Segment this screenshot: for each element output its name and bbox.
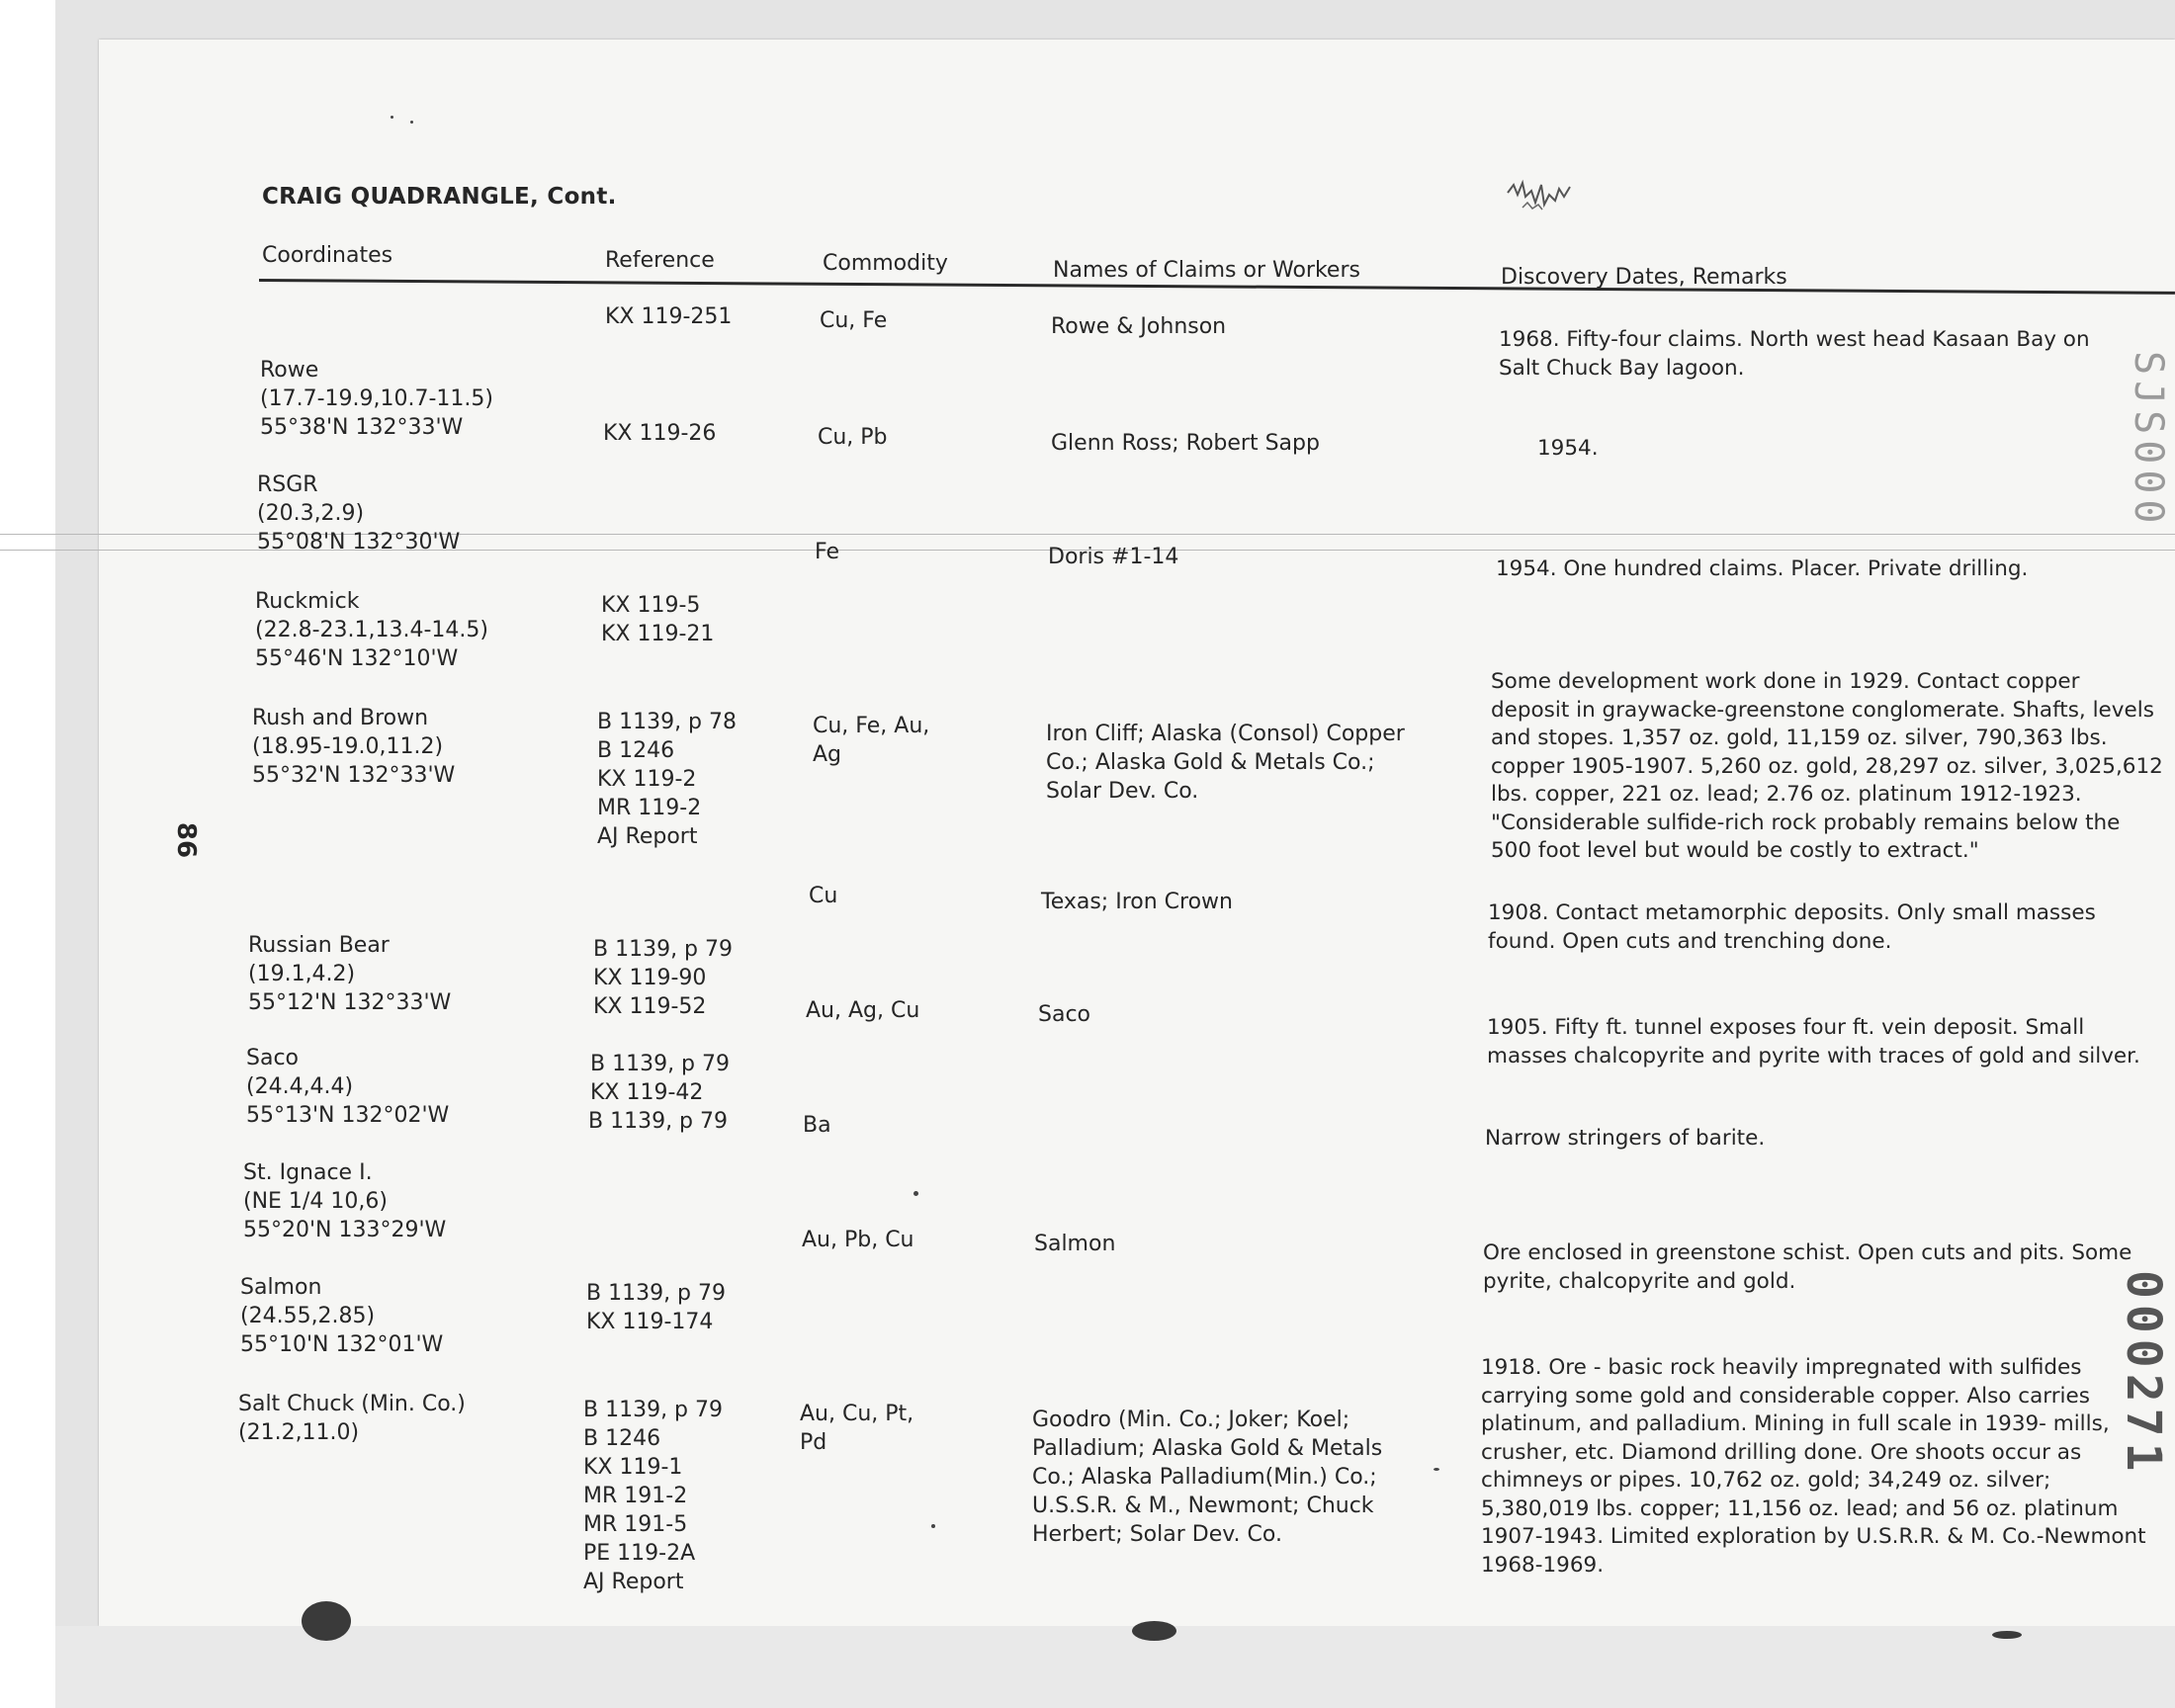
reference-cell: B 1139, p 79 B 1246 KX 119-1 MR 191-2 MR 191-5 PE 119-2A AJ Report <box>583 1398 724 1594</box>
remarks-cell: Ore enclosed in greenstone schist. Open cuts and pits. Some pyrite, chalcopyrite and gold. <box>1483 1240 2132 1294</box>
names-cell: Texas; Iron Crown <box>1041 890 1233 914</box>
names-cell: Salmon <box>1034 1232 1116 1256</box>
names-cell: Goodro (Min. Co.; Joker; Koel; Palladium; Alaska Gold & Metals Co.; Alaska Palladium(Min.) Co.; U.S.S.R. & M., Newmont; Chuck Herbert; Solar Dev. Co. <box>1032 1408 1383 1547</box>
header-names: Names of Claims or Workers <box>1053 258 1360 283</box>
remarks-cell: 1954. One hundred claims. Placer. Private drilling. <box>1496 556 2029 581</box>
commodity-cell: Au, Ag, Cu <box>806 998 920 1023</box>
handwritten-initials-mark <box>1503 173 1621 232</box>
names-cell: Rowe & Johnson <box>1051 314 1227 339</box>
page-title: CRAIG QUADRANGLE, Cont. <box>262 184 617 210</box>
names-cell: Glenn Ross; Robert Sapp <box>1051 431 1320 456</box>
coordinates-cell: Russian Bear (19.1,4.2) 55°12'N 132°33'W <box>248 933 452 1015</box>
coordinates-cell: Ruckmick (22.8-23.1,13.4-14.5) 55°46'N 132°10'W <box>255 589 488 671</box>
header-remarks: Discovery Dates, Remarks <box>1501 265 1787 290</box>
header-commodity: Commodity <box>823 251 948 276</box>
commodity-cell: Au, Cu, Pt, Pd <box>800 1402 914 1455</box>
punch-hole <box>1132 1621 1176 1641</box>
reference-cell: B 1139, p 79 KX 119-174 <box>586 1281 727 1334</box>
archive-stamp-bottom: 000271 <box>2116 1270 2171 1478</box>
punch-hole <box>1992 1631 2022 1639</box>
reference-cell: KX 119-5 KX 119-21 <box>601 593 715 646</box>
remarks-cell: 1918. Ore - basic rock heavily impregnated with sulfides carrying some gold and considerable copper. Also carries platinum, and palladium. Mining in full scale in 1939- mills, crusher, etc. Diamond drilling done. Ore shoots occur as chimneys or pipes. 10,762 oz. gold; 34,249 oz. silver; 5,380,019 lbs. copper; 11,156 oz. lead; and 56 oz. platinum 1907-1943. Limited exploration by U.S.R.R. & M. Co.-Newmont 1968-1969. <box>1481 1355 2146 1578</box>
coordinates-cell: RSGR (20.3,2.9) 55°08'N 132°30'W <box>257 472 461 555</box>
scan-speck <box>391 116 393 119</box>
archive-stamp-top: SJS000 <box>2126 351 2171 530</box>
coordinates-cell: Rush and Brown (18.95-19.0,11.2) 55°32'N 132°33'W <box>252 706 456 788</box>
page-number: 86 <box>171 821 202 859</box>
commodity-cell: Cu, Fe, Au, Ag <box>813 714 930 767</box>
remarks-cell: Some development work done in 1929. Contact copper deposit in graywacke-greenstone conglomerate. Shafts, levels and stopes. 1,357 oz. gold, 11,159 oz. silver, 790,363 lbs. copper 1905-1907. 5,260 oz. gold, 28,297 oz. silver, 3,025,612 lbs. copper, 221 oz. lead; 2.76 oz. platinum 1912-1923. "Considerable sulfide-rich rock probably remains below the 500 foot level but would be costly to extract." <box>1491 669 2163 863</box>
remarks-cell: 1968. Fifty-four claims. North west head Kasaan Bay on Salt Chuck Bay lagoon. <box>1499 327 2090 381</box>
coordinates-cell: Salmon (24.55,2.85) 55°10'N 132°01'W <box>240 1275 444 1357</box>
names-cell: Saco <box>1038 1002 1091 1027</box>
scan-bottom-band <box>55 1626 2175 1708</box>
remarks-cell: Narrow stringers of barite. <box>1485 1126 1766 1151</box>
punch-hole <box>302 1601 351 1641</box>
coordinates-cell: Salt Chuck (Min. Co.) (21.2,11.0) <box>238 1392 466 1445</box>
header-reference: Reference <box>605 248 715 273</box>
coordinates-cell: Rowe (17.7-19.9,10.7-11.5) 55°38'N 132°33'W <box>260 358 493 440</box>
header-coordinates: Coordinates <box>262 243 393 268</box>
reference-cell: B 1139, p 79 KX 119-90 KX 119-52 <box>593 937 734 1019</box>
names-cell: Iron Cliff; Alaska (Consol) Copper Co.; Alaska Gold & Metals Co.; Solar Dev. Co. <box>1046 722 1405 804</box>
remarks-cell: 1905. Fifty ft. tunnel exposes four ft. vein deposit. Small masses chalcopyrite and pyrite with traces of gold and silver. <box>1487 1015 2140 1068</box>
scan-speck <box>1434 1468 1439 1471</box>
commodity-cell: Cu, Pb <box>818 425 888 450</box>
scan-speck <box>410 121 413 124</box>
reference-cell: B 1139, p 79 KX 119-42 <box>590 1052 731 1105</box>
commodity-cell: Fe <box>815 540 839 564</box>
commodity-cell: Au, Pb, Cu <box>802 1228 914 1252</box>
reference-cell: B 1139, p 79 <box>588 1109 729 1134</box>
remarks-cell: 1908. Contact metamorphic deposits. Only small masses found. Open cuts and trenching done. <box>1488 900 2096 954</box>
coordinates-cell: St. Ignace I. (NE 1/4 10,6) 55°20'N 133°29'W <box>243 1160 447 1242</box>
reference-cell: KX 119-251 <box>605 304 733 329</box>
names-cell: Doris #1-14 <box>1048 545 1179 569</box>
coordinates-cell: Saco (24.4,4.4) 55°13'N 132°02'W <box>246 1046 450 1128</box>
commodity-cell: Ba <box>803 1113 831 1138</box>
scan-speck <box>931 1524 935 1528</box>
scan-speck <box>914 1191 918 1196</box>
commodity-cell: Cu, Fe <box>820 308 888 333</box>
scan-left-margin <box>0 0 55 1708</box>
remarks-cell: 1954. <box>1537 436 1599 461</box>
commodity-cell: Cu <box>809 884 838 908</box>
reference-cell: B 1139, p 78 B 1246 KX 119-2 MR 119-2 AJ Report <box>597 710 738 849</box>
reference-cell: KX 119-26 <box>603 421 717 446</box>
